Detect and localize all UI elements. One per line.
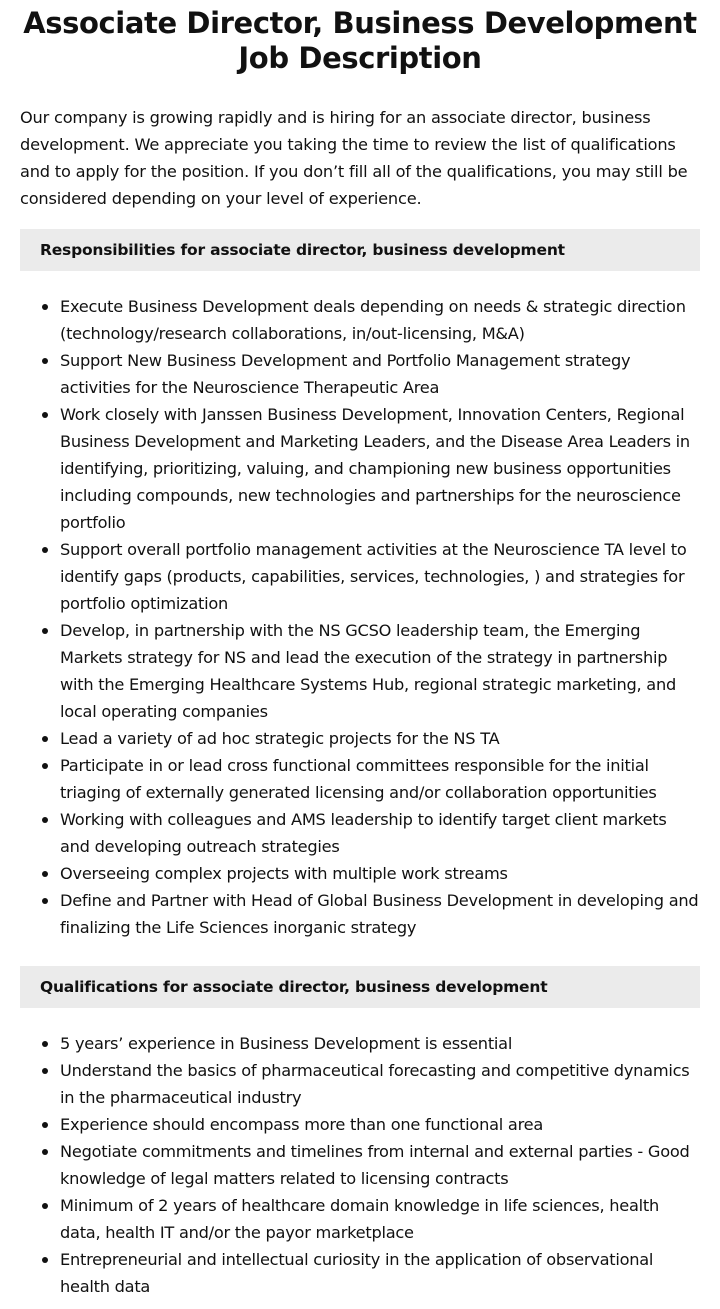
qualification-item: Negotiate commitments and timelines from internal and external parties - Good knowledge of legal matters related to licensing contracts [60,1138,700,1192]
responsibility-item: Work closely with Janssen Business Development, Innovation Centers, Regional Business Development and Marketing Leaders, and the Disease Area Leaders in identifying, prioritizing, valuing, and championing new business opportunities including compounds, new technologies and partnerships for the neuroscience portfolio [60,401,700,536]
responsibility-item: Support overall portfolio management activities at the Neuroscience TA level to identify gaps (products, capabilities, services, technologies, ) and strategies for portfolio optimization [60,536,700,617]
qualification-item: Experience should encompass more than one functional area [60,1111,700,1138]
qualification-item: Understand the basics of pharmaceutical forecasting and competitive dynamics in the pharmaceutical industry [60,1057,700,1111]
responsibility-item: Define and Partner with Head of Global Business Development in developing and finalizing the Life Sciences inorganic strategy [60,887,700,941]
intro-paragraph: Our company is growing rapidly and is hiring for an associate director, business development. We appreciate you taking the time to review the list of qualifications and to apply for the position. If you don’t fill all of the qualifications, you may still be considered depending on your level of experience. [20,108,688,208]
responsibility-item: Execute Business Development deals depending on needs & strategic direction (technology/research collaborations, in/out-licensing, M&A) [60,293,700,347]
responsibility-item: Develop, in partnership with the NS GCSO leadership team, the Emerging Markets strategy for NS and lead the execution of the strategy in partnership with the Emerging Healthcare Systems Hub, regional strategic marketing, and local operating companies [60,617,700,725]
page-title: Associate Director, Business Development Job Description [23,6,697,75]
responsibility-item: Working with colleagues and AMS leadership to identify target client markets and developing outreach strategies [60,806,700,860]
qualifications-heading: Qualifications for associate director, business development [20,966,700,1008]
responsibilities-list [20,293,700,941]
responsibility-item: Support New Business Development and Portfolio Management strategy activities for the Neuroscience Therapeutic Area [60,347,700,401]
responsibility-item: Lead a variety of ad hoc strategic projects for the NS TA [60,725,700,752]
responsibility-item: Participate in or lead cross functional committees responsible for the initial triaging of externally generated licensing and/or collaboration opportunities [60,752,700,806]
job-description-page [0,6,720,1300]
qualification-item: 5 years’ experience in Business Development is essential [60,1030,700,1057]
qualifications-list [20,1030,700,1300]
qualification-item: Entrepreneurial and intellectual curiosity in the application of observational health data [60,1246,700,1300]
responsibility-item: Overseeing complex projects with multiple work streams [60,860,700,887]
qualification-item: Minimum of 2 years of healthcare domain knowledge in life sciences, health data, health IT and/or the payor marketplace [60,1192,700,1246]
responsibilities-heading: Responsibilities for associate director, business development [20,229,700,271]
